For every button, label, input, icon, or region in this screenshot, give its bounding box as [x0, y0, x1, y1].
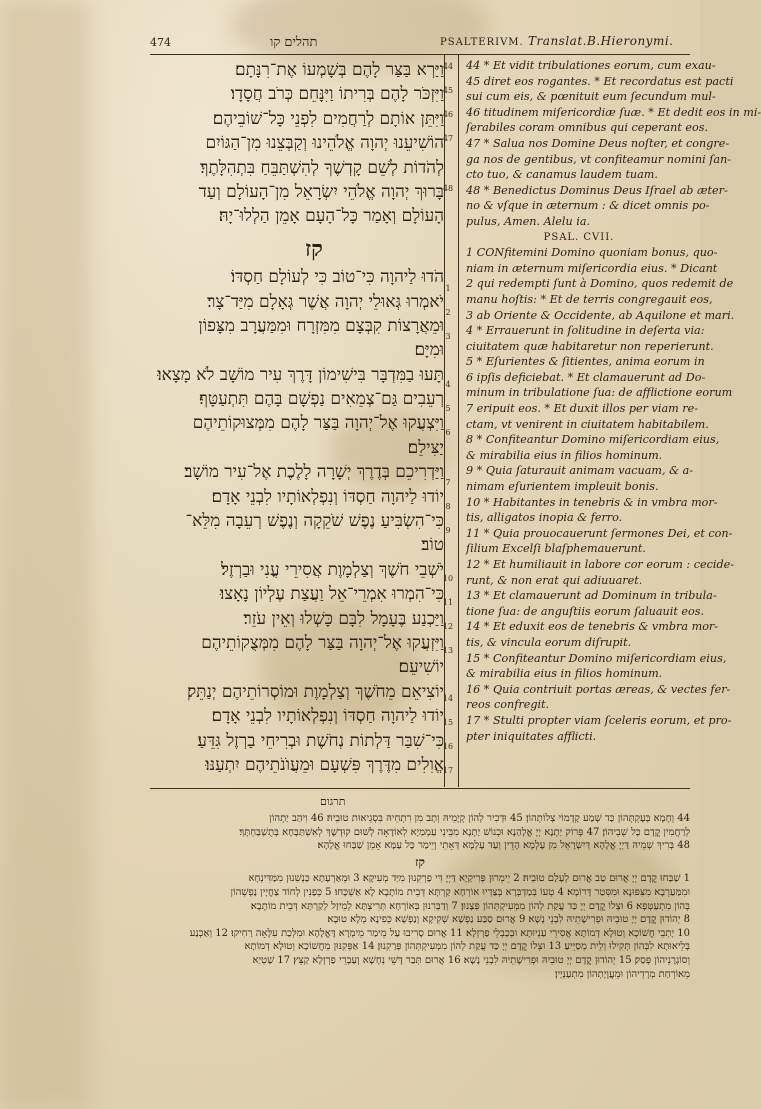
- hebrew-line: כִּי־הִמְרוּ אִמְרֵי־אֵל וַעֲצַת עֶלְיוֹן נָאָצוּ׃: [219, 584, 444, 605]
- latin-line: minum in tribulatione ſua: de afflictione eorum: [466, 386, 733, 400]
- latin-line: 1 CONfitemini Domino quoniam bonus, quo-: [466, 246, 718, 260]
- latin-line: pulus, Amen. Alelu ia.: [466, 214, 591, 228]
- hebrew-column: [157, 58, 444, 777]
- verse-number: 5: [445, 404, 451, 413]
- targum-line: וּמִמַּעַרְבָא מִצִּפּוּנָא וּמִסִּטַר דָּרוֹמָא׃ 4 טְעוֹ בְּמַדְבְּרָא בְּצַדְיוּ אוֹרְחָא קַרְתָּא דְּבֵית מוֹתָבָא לָא אַשְׁכָּחוּ׃ 5 כְּפַנִין לְחוֹד צַחֲיָין נַפְשְׁהוֹן: [230, 886, 690, 898]
- latin-line: 15 * Confiteantur Domino miſericordiam eius,: [466, 651, 727, 665]
- verse-number: 2: [445, 308, 451, 317]
- targum-line: 8 יְהוֹדוּן קֳדָם יְיָ טוּבֵיהּ וּפְרִישָׁתֵיהּ לִבְנֵי נָשָׁא׃ 9 אֲרוּם סַבַּע נַפְשָׁא שְׁקִיקָא וְנַפְשָׁא כְּפִינָא מְלָא טוּבָא׃: [327, 914, 690, 926]
- verse-number: 16: [442, 742, 454, 751]
- hebrew-line: וַיַּכְנַע בֶּעָמָל לִבָּם כָּשְׁלוּ וְאֵין עֹזֵר׃: [243, 608, 444, 629]
- hebrew-line: וּמִיָּם׃: [414, 340, 444, 361]
- latin-running-title: [440, 34, 674, 48]
- targum-line: 10 יָתְבֵי חֲשׁוֹכָא וְטוּלָא דְמוֹתָא אֲסִירֵי עַנְיוּתָא וּבְכַבְלֵי פַרְזְלָא׃ 11 אֲרוּם סָרִיבוּ עַל מֵימַר מֵימְרָא דֶּאֱלָהָא וּמִלְּכַת עִלָּאָה רַחִיקוּ׃ 12 וְאַכְנַע: [189, 927, 690, 939]
- hebrew-line: לְהֹדוֹת לְשֵׁם קָדְשֶׁךָ לְהִשְׁתַּבֵּחַ בִּתְהִלָּתֶךָ׃: [200, 157, 444, 178]
- psalterium-label: PSALTERIVM.: [440, 37, 524, 48]
- latin-line: tione ſua: de anguſtiis eorum ſaluauit eos.: [466, 604, 705, 618]
- latin-line: sui cum eis, & pœnituit eum ſecundum mul-: [466, 90, 716, 104]
- latin-line: 17 * Stulti propter viam ſceleris eorum, et pro-: [466, 713, 732, 727]
- hebrew-line: בָּרוּךְ יְהוָה אֱלֹהֵי יִשְׂרָאֵל מִן־הָעוֹלָם וְעַד: [198, 181, 444, 202]
- hebrew-line: כִּי־שִׁבַּר דַּלְתוֹת נְחֹשֶׁת וּבְרִיחֵי בַרְזֶל גִּדֵּעַ׃: [197, 730, 444, 751]
- latin-line: 5 * Eſurientes & ſitientes, anima eorum in: [466, 355, 705, 369]
- targum-line: בְּהוֹן מִתְעַטְּפָא׃ 6 וּצְלוֹ קֳדָם יְיָ כַּד עֲקַת לְהוֹן מִמְּעִיקְתְּהוֹן פְּצָנוּן׃ 7 וְדַבְּרִנוּן בְּאוֹרְחָא תְּרִיצְתָּא לְמֵיזַל לְקַרְתָּא דְּבֵית מוֹתָבָא׃: [250, 900, 690, 912]
- latin-line: 8 * Confiteantur Domino miſericordiam eius,: [466, 433, 720, 447]
- page-number: 474: [150, 36, 171, 49]
- verse-number: 44: [442, 62, 454, 71]
- targum-line: בְּלֵיאוּתָא לִבְּהוֹן תְּקִילוּ וְלֵית מְסַיֵּיעַ׃ 13 וּצְלוֹ קֳדָם יְיָ כַּד עֲקַת לְהוֹן מִמְּעִיקְתְּהוֹן פְּרַקִנוּן׃ 14 אַפֵּקִנּוּן מֵחֲשׁוֹכָא וְטוּלָא דְמוֹתָא: [244, 941, 690, 953]
- latin-line: 3 ab Oriente & Occidente, ab Aquilone et mari.: [466, 308, 735, 322]
- latin-line: tis, alligatos inopia & ferro.: [466, 511, 623, 525]
- latin-line: ciuitatem quæ habitaretur non reperierunt.: [466, 339, 714, 353]
- hebrew-line: יוֹשִׁיעֵם׃: [398, 657, 444, 678]
- verse-number: 1: [445, 284, 451, 293]
- latin-line: 14 * Et eduxit eos de tenebris & vmbra mor-: [466, 620, 719, 634]
- latin-line: 44 * Et vidit tribulationes eorum, cum exau-: [466, 59, 716, 72]
- latin-line: ſerabiles coram omnibus qui ceperant eos.: [466, 121, 709, 135]
- hebrew-line: וַיַּרְא בַּצַּר לָהֶם בְּשָׁמְעוֹ אֶת־רִנָּתָם׃: [235, 60, 444, 80]
- hebrew-line: יֹאמְרוּ גְּאוּלֵי יְהוָה אֲשֶׁר גְּאָלָם מִיַּד־צָר׃: [207, 291, 444, 312]
- targum-line: לְרַחֲמִין קֳדָם כָּל שְׁבֵיהוֹן׃ 47 פְּרוֹק יַתָנָא יְיָ אֱלָהַנָא וּכְנוֹשׁ יַתָנָא מִבֵּינֵי עַמְמַיָא לְאוֹדָאָה לְשׁוּם קוּדְשָׁךְ לְאִשְׁתַּבָּחָא בְּתֻשְׁבַּחְתָּךְ׃: [239, 826, 690, 838]
- latin-line: ſilium Excelſi blaſphemauerunt.: [466, 542, 646, 556]
- latin-line: runt, & non erat qui adiuuaret.: [466, 573, 643, 587]
- hebrew-line: רְעֵבִים גַּם־צְמֵאִים נַפְשָׁם בָּהֶם תִּתְעַטָּף׃: [199, 389, 444, 410]
- hebrew-line: תָּעוּ בַמִּדְבָּר בִּישִׁימוֹן דָּרֶךְ עִיר מוֹשָׁב לֹא מָצָאוּ׃: [157, 364, 444, 385]
- hebrew-line: יוֹצִיאֵם מֵחֹשֶׁךְ וְצַלְמָוֶת וּמוֹסְרוֹתֵיהֶם יְנַתֵּק׃: [187, 681, 444, 702]
- verse-number: 12: [442, 622, 454, 631]
- verse-number: 6: [445, 428, 451, 437]
- verse-number: 45: [442, 86, 454, 95]
- verse-number: 7: [445, 478, 451, 487]
- latin-line: reos confregit.: [466, 698, 550, 712]
- hebrew-line: יוֹדוּ לַיהוָה חַסְדּוֹ וְנִפְלְאוֹתָיו לִבְנֵי אָדָם׃: [211, 706, 444, 727]
- hebrew-line: כִּי־הִשְׂבִּיעַ נֶפֶשׁ שֹׁקֵקָה וְנֶפֶשׁ רְעֵבָה מִלֵּא־: [185, 511, 444, 532]
- latin-line: manu hoſtis: * Et de terris congregauit eos,: [466, 292, 713, 306]
- page-gutter-shadow: [0, 0, 90, 1109]
- latin-line: 4 * Errauerunt in ſolitudine in deſerta via:: [466, 324, 705, 338]
- latin-line: ga nos de gentibus, vt confiteamur nomini ſan-: [466, 152, 732, 166]
- column-divider: [458, 54, 459, 787]
- verse-number: 14: [442, 694, 454, 703]
- latin-line: no & vſque in æternum : & dicet omnis po-: [466, 199, 710, 213]
- running-header: [150, 34, 690, 56]
- latin-line: niam in æternum miſericordia eius. * Dicant: [466, 261, 718, 275]
- targum-block: [150, 812, 690, 981]
- targum-psalm-heading: קז: [415, 854, 425, 869]
- latin-line: 10 * Habitantes in tenebris & in vmbra mor-: [466, 495, 718, 509]
- latin-line: 13 * Et clamauerunt ad Dominum in tribula-: [466, 589, 717, 603]
- hebrew-line: יַצִּילֵם׃: [407, 437, 444, 458]
- psalm-heading-latin: PSAL. CVII.: [543, 231, 615, 243]
- targum-line: מֵאוֹרְחַת מְרָדֵיהוֹן וּמֵעֲוָיָתְהוֹן מִתְעַנְּיָין׃: [554, 968, 690, 980]
- hebrew-line: הֹדוּ לַיהוָה כִּי־טוֹב כִּי לְעוֹלָם חַסְדּוֹ׃: [230, 267, 444, 288]
- targum-line: וְסוֹגְרָנֵיהוֹן פְּסַק׃ 15 יְהוֹדוּן קֳדָם יְיָ טוּבֵיהּ וּפְרִישָׁתֵיהּ לִבְנֵי נָשָׁא׃ 16 אֲרוּם תְּבַר דָּשֵׁי נְחָשָׁא וְעַבְרֵי פַרְזְלָא קַצֵּץ׃ 17 שַׁטְיַא: [252, 954, 690, 966]
- targum-line: 1 שַׁבַּחוּ קֳדָם יְיָ אֲרוּם טַב אֲרוּם לְעָלַם טוּבֵיהּ׃ 2 יֵימְרוּן פְּרִיקַיָא דַּיְיָ דִּי פַרְקִנוּן מִיַּד מְעִיקָא׃ 3 וּמֵאַרְעָתָא כַּנְשִׁנוּן מִמַּדִּינְחָא: [248, 873, 690, 885]
- verse-number: 10: [442, 574, 454, 583]
- latin-line: tis, & vincula eorum diſrupit.: [466, 635, 632, 649]
- latin-line: 46 titudinem miſericordiæ ſuæ. * Et dedit eos in mi-: [466, 105, 761, 119]
- verse-number: 3: [445, 332, 451, 341]
- translation-label: Translat.B.Hieronymi.: [528, 34, 674, 48]
- verse-number: 9: [445, 526, 451, 535]
- header-rule: [150, 54, 690, 55]
- hebrew-line: הָעוֹלָם וְאָמַר כָּל־הָעָם אָמֵן הַלְלוּ־יָהּ׃: [218, 206, 444, 227]
- hebrew-running-title: תהלים קו: [270, 35, 318, 50]
- latin-line: 12 * Et humiliauit in labore cor eorum : cecide-: [466, 558, 735, 571]
- hebrew-line: וַיִּצְעֲקוּ אֶל־יְהוָה בַּצַּר לָהֶם מִמְּצוּקוֹתֵיהֶם: [192, 413, 444, 434]
- latin-line: 47 * Salua nos Domine Deus noſter, et congre-: [466, 136, 730, 150]
- latin-line: 45 diret eos rogantes. * Et recordatus est pacti: [466, 74, 734, 88]
- verse-number: 17: [442, 766, 454, 775]
- hebrew-line: אֱוִלִים מִדֶּרֶךְ פִּשְׁעָם וּמֵעֲוֺנֹתֵיהֶם יִתְעַנּוּ׃: [205, 754, 444, 775]
- hebrew-line: הוֹשִׁיעֵנוּ יְהוָה אֱלֹהֵינוּ וְקַבְּצֵנוּ מִן־הַגּוֹיִם: [205, 133, 444, 154]
- verse-number: 11: [442, 598, 454, 607]
- latin-line: 48 * Benedictus Dominus Deus Iſrael ab æter-: [466, 183, 728, 197]
- verse-number: 8: [445, 502, 451, 511]
- latin-column: [466, 58, 761, 744]
- psalm-heading-hebrew: קז: [305, 235, 323, 262]
- hebrew-line: יוֹדוּ לַיהוָה חַסְדּוֹ וְנִפְלְאוֹתָיו לִבְנֵי אָדָם׃: [211, 486, 444, 507]
- targum-title: תרגום: [320, 795, 346, 808]
- hebrew-line: יֹשְׁבֵי חֹשֶׁךְ וְצַלְמָוֶת אֲסִירֵי עֳנִי וּבַרְזֶל׃: [221, 559, 444, 580]
- latin-line: ctam, vt venirent in ciuitatem habitabilem.: [466, 417, 709, 431]
- hebrew-line: וַיִּזְכֹּר לָהֶם בְּרִיתוֹ וַיִּנָּחֵם כְּרֹב חֲסָדָו׃: [230, 84, 444, 105]
- verse-number: 4: [445, 380, 451, 389]
- verse-number: 46: [442, 110, 454, 119]
- hebrew-line: וַיִּתֵּן אוֹתָם לְרַחֲמִים לִפְנֵי כָּל־שׁוֹבֵיהֶם׃: [212, 108, 444, 129]
- targum-line: 48 בְּרִיךְ שְׁמֵיהּ דַּיְיָ אֱלָהָא דְּיִשְׂרָאֵל מִן עָלְמָא הָדֵין וְעַד עָלְמָא דְּאָתֵי וְיֵימַר כָּל עַמָּא אָמֵן שַׁבַּחוּ אֱלָהָא׃: [317, 840, 690, 852]
- column-divider: [444, 54, 445, 787]
- latin-line: 7 eripuit eos. * Et duxit illos per viam re-: [466, 402, 699, 416]
- latin-line: & mirabilia eius in filios hominum.: [466, 667, 663, 681]
- hebrew-line: וַיִּזְעֲקוּ אֶל־יְהוָה בַּצַּר לָהֶם מִמְּצֻקוֹתֵיהֶם: [201, 633, 444, 653]
- latin-line: 9 * Quia ſaturauit animam vacuam, & a-: [466, 464, 694, 478]
- verse-number: 13: [442, 646, 454, 655]
- hebrew-line: וּמֵאֲרָצוֹת קִבְּצָם מִמִּזְרָח וּמִמַּעֲרָב מִצָּפוֹן: [198, 315, 444, 336]
- latin-line: cto tuo, & canamus laudem tuam.: [466, 168, 658, 182]
- latin-line: 2 qui redempti ſunt à Domino, quos redemit de: [466, 277, 734, 291]
- verse-number: 15: [442, 718, 454, 727]
- targum-top-rule: [150, 788, 690, 789]
- verse-number: 48: [442, 184, 454, 193]
- latin-line: 16 * Quia contriuit portas æreas, & vectes fer-: [466, 682, 731, 696]
- targum-line: 44 וְחָמָא בְּעָקְתְּהוֹן כַּד שְׁמַע קָדָמוֹי צְלוֹתְהוֹן׃ 45 וּדְכִיר לְהוֹן קְיָמֵיהּ וְתָב מִן רִתְחֵיהּ בִּסְגֵיאוּת טוּבֵיהּ׃ 46 וִיהַב יַתְהוֹן: [269, 813, 690, 824]
- hebrew-line: וַיַּדְרִיכֵם בְּדֶרֶךְ יְשָׁרָה לָלֶכֶת אֶל־עִיר מוֹשָׁב׃: [184, 462, 444, 483]
- latin-line: nimam eſurientem impleuit bonis.: [466, 480, 659, 494]
- latin-line: 6 ipſis deficiebat. * Et clamauerunt ad Do-: [466, 370, 706, 384]
- latin-line: 11 * Quia prouocauerunt ſermones Dei, et con-: [466, 526, 733, 540]
- verse-number: 47: [442, 134, 454, 143]
- hebrew-line: טוֹב׃: [421, 535, 444, 556]
- latin-line: & mirabilia eius in filios hominum.: [466, 448, 663, 462]
- latin-line: pter iniquitates afflicti.: [466, 729, 597, 743]
